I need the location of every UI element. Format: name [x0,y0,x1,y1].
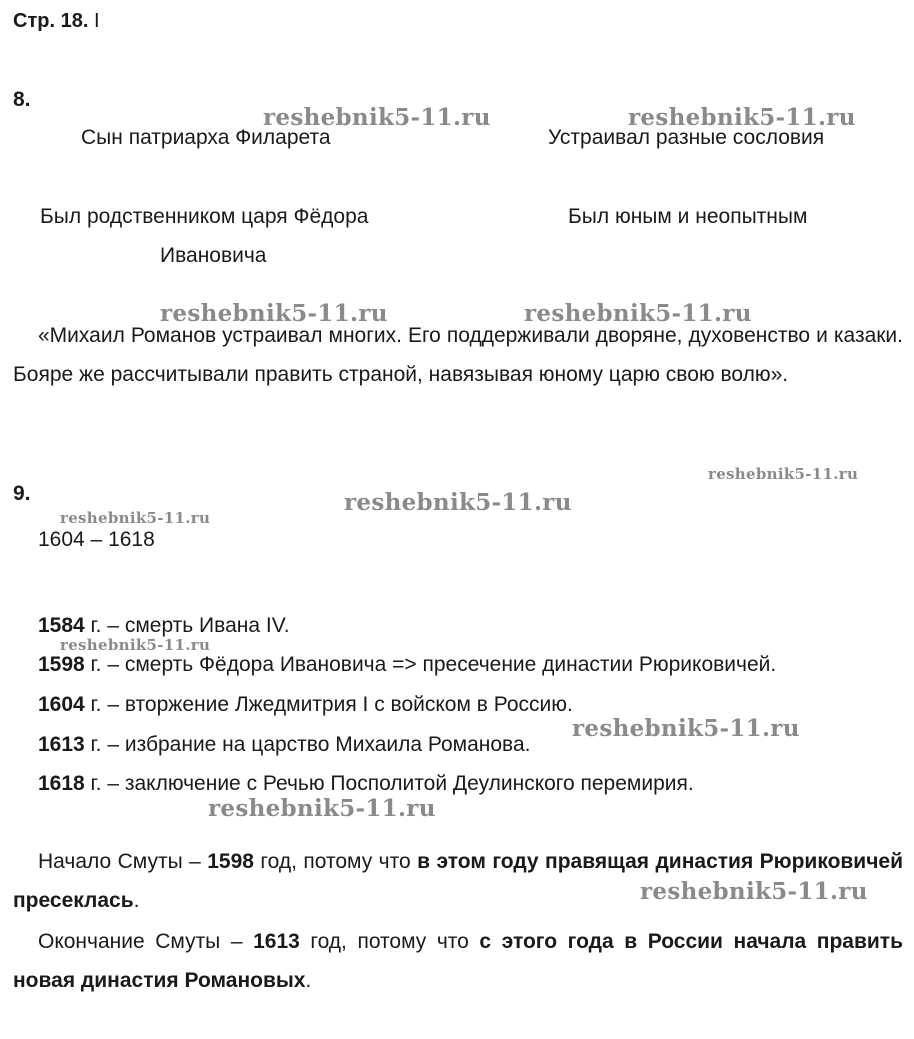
task8-number: 8. [13,88,31,111]
watermark: reshebnik5-11.ru [160,300,388,327]
header-artifact: I [93,10,100,32]
watermark: reshebnik5-11.ru [628,104,856,131]
timeline-item [38,693,573,717]
smuta-start-end: . [133,889,140,912]
watermark: reshebnik5-11.ru [572,715,800,742]
watermark: reshebnik5-11.ru [208,795,436,822]
smuta-end-end: . [305,969,312,992]
smuta-start-lead: Начало Смуты – [38,850,208,873]
task8-item-3-cont: Ивановича [160,244,267,267]
timeline-year: 1584 [38,614,85,637]
task8-item-2: Устраивал разные сословия [548,126,825,149]
timeline-text: г. – вторжение Лжедмитрия I с войском в Россию. [84,693,573,716]
timeline-text: г. – смерть Фёдора Ивановича => пресечение династии Рюриковичей. [84,653,777,676]
page-header-text: Стр. 18. [13,10,94,32]
smuta-start-year: 1598 [207,850,254,873]
watermark: reshebnik5-11.ru [60,509,211,527]
task8-item-1: Сын патриарха Филарета [81,126,331,149]
watermark: reshebnik5-11.ru [524,300,752,327]
smuta-end-year: 1613 [253,930,300,953]
task8-item-4: Был юным и неопытным [568,205,808,228]
timeline-text: г. – избрание на царство Михаила Романова. [84,733,531,756]
watermark: reshebnik5-11.ru [60,636,211,654]
timeline-year: 1618 [38,772,85,795]
watermark: reshebnik5-11.ru [708,465,859,483]
smuta-end-mid: год, потому что [299,930,480,953]
timeline-item [38,614,290,638]
task8-item-3: Был родственником царя Фёдора [40,205,369,228]
timeline-year: 1613 [38,733,85,756]
smuta-start-reason: в этом году правящая династия Рюриковичей пресеклась [13,850,903,912]
timeline-item [38,653,776,677]
smuta-end-paragraph [13,922,903,1000]
timeline-text: г. – заключение с Речью Посполитой Деулинского перемирия. [84,772,694,795]
timeline-year: 1598 [38,653,85,676]
timeline-item [38,733,531,757]
timeline-text: г. – смерть Ивана IV. [84,614,290,637]
smuta-end-lead: Окончание Смуты – [38,930,254,953]
watermark: reshebnik5-11.ru [344,489,572,516]
smuta-start-mid: год, потому что [253,850,418,873]
timeline-year: 1604 [38,693,85,716]
timeline-item [38,772,694,796]
task9-range: 1604 – 1618 [38,528,155,551]
page-header [13,10,100,33]
task8-quote: «Михаил Романов устраивал многих. Его поддерживали дворяне, духовенство и казаки. Бояре же рассчитывали править страной, навязывая юному царю свою волю». [13,324,903,386]
smuta-end-reason: с этого года в России начала править новая династия Романовых [13,930,904,992]
watermark: reshebnik5-11.ru [263,104,491,131]
watermark: reshebnik5-11.ru [640,878,868,905]
task9-number: 9. [13,482,31,505]
